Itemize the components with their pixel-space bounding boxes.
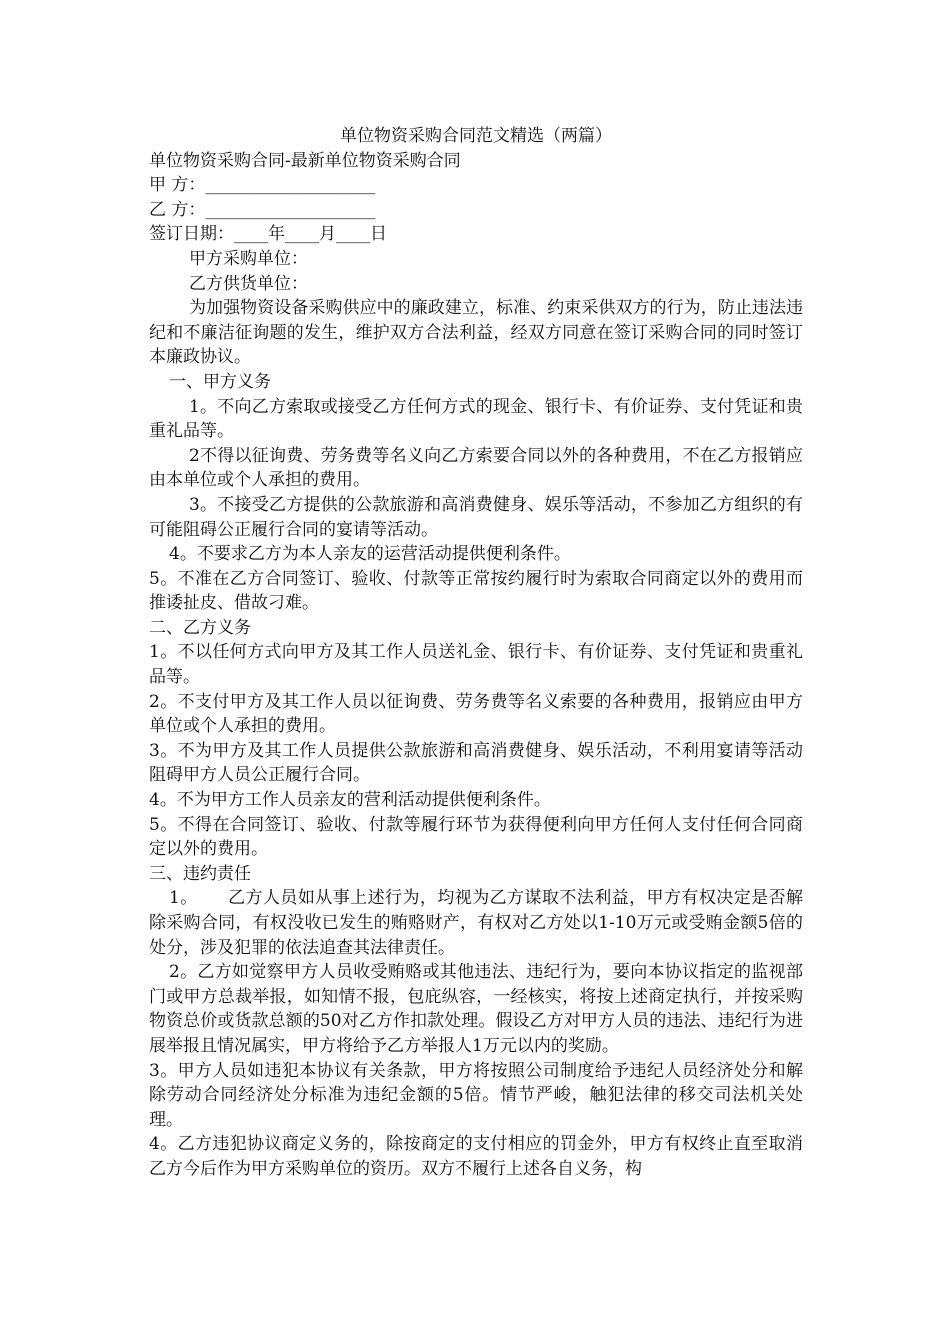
section-2-item: 4。不为甲方工作人员亲友的营利活动提供便利条件。 xyxy=(149,790,551,811)
sign-date-line: 签订日期：____年____月____日 xyxy=(149,224,387,245)
section-2-item: 3。不为甲方及其工作人员提供公款旅游和高消费健身、娱乐活动，不利用宴请等活动阻碍甲方人员公正履行合同。 xyxy=(149,740,803,786)
section-1-item: 4。不要求乙方为本人亲友的运营活动提供便利条件。 xyxy=(169,544,571,565)
section-1-heading: 一、甲方义务 xyxy=(169,371,271,392)
section-3-item-number: 1。 xyxy=(169,888,198,909)
section-2-item: 2。不支付甲方及其工作人员以征询费、劳务费等名义索要的各种费用，报销应由甲方单位或个人承担的费用。 xyxy=(149,691,803,737)
section-3-item-text: 乙方人员如从事上述行为，均视为乙方谋取不法利益，甲方有权决定是否解除采购合同，有权没收已发生的贿赂财产，有权对乙方处以1-10万元或受贿金额5倍的处分，涉及犯罪的依法追查其法律责任。 xyxy=(149,888,803,958)
section-2-heading: 二、乙方义务 xyxy=(149,617,251,638)
document-title: 单位物资采购合同范文精选（两篇） xyxy=(340,126,612,146)
section-2-item: 1。不以任何方式向甲方及其工作人员送礼金、银行卡、有价证券、支付凭证和贵重礼品等。 xyxy=(149,642,803,688)
document-subtitle: 单位物资采购合同-最新单位物资采购合同 xyxy=(149,150,461,171)
section-1-item: 1。不向乙方索取或接受乙方任何方式的现金、银行卡、有价证券、支付凭证和贵重礼品等。 xyxy=(149,396,803,442)
section-1-item: 5。不准在乙方合同签订、验收、付款等正常按约履行时为索取合同商定以外的费用而推诿扯皮、借故刁难。 xyxy=(149,568,803,614)
supplier-line: 乙方供货单位： xyxy=(189,273,308,294)
section-2-item: 5。不得在合同签订、验收、付款等履行环节为获得便利向甲方任何人支付任何合同商定以外的费用。 xyxy=(149,814,803,860)
party-b-line: 乙 方：____________________ xyxy=(149,199,376,220)
document-page xyxy=(149,124,803,1182)
section-3-heading: 三、违约责任 xyxy=(149,863,251,884)
party-a-line: 甲 方：____________________ xyxy=(149,175,376,196)
section-3-item: 2。乙方如觉察甲方人员收受贿赂或其他违法、违纪行为，要向本协议指定的监视部门或甲方总裁举报，如知情不报，包庇纵容，一经核实，将按上述商定执行，并按采购物资总价或货款总额的50对乙方作扣款处理。假设乙方对甲方人员的违法、违纪行为进展举报且情况属实，甲方将给予乙方举报人1万元以内的奖励。 xyxy=(149,962,803,1056)
section-3-item: 3。甲方人员如违犯本协议有关条款，甲方将按照公司制度给予违纪人员经济处分和解除劳动合同经济处分标准为违纪金额的5倍。情节严峻，触犯法律的移交司法机关处理。 xyxy=(149,1060,803,1130)
section-3-item xyxy=(149,886,803,960)
purchaser-line: 甲方采购单位： xyxy=(189,248,308,269)
section-3-item: 4。乙方违犯协议商定义务的，除按商定的支付相应的罚金外，甲方有权终止直至取消乙方今后作为甲方采购单位的资历。双方不履行上述各自义务，构 xyxy=(149,1134,803,1179)
section-1-item: 2不得以征询费、劳务费等名义向乙方索要合同以外的各种费用，不在乙方报销应由本单位或个人承担的费用。 xyxy=(149,445,803,491)
intro-paragraph: 为加强物资设备采购供应中的廉政建立，标准、约束采供双方的行为，防止违法违纪和不廉洁征询题的发生，维护双方合法利益，经双方同意在签订采购合同的同时签订本廉政协议。 xyxy=(149,298,803,368)
section-1-item: 3。不接受乙方提供的公款旅游和高消费健身、娱乐等活动，不参加乙方组织的有可能阻碍公正履行合同的宴请等活动。 xyxy=(149,494,803,540)
